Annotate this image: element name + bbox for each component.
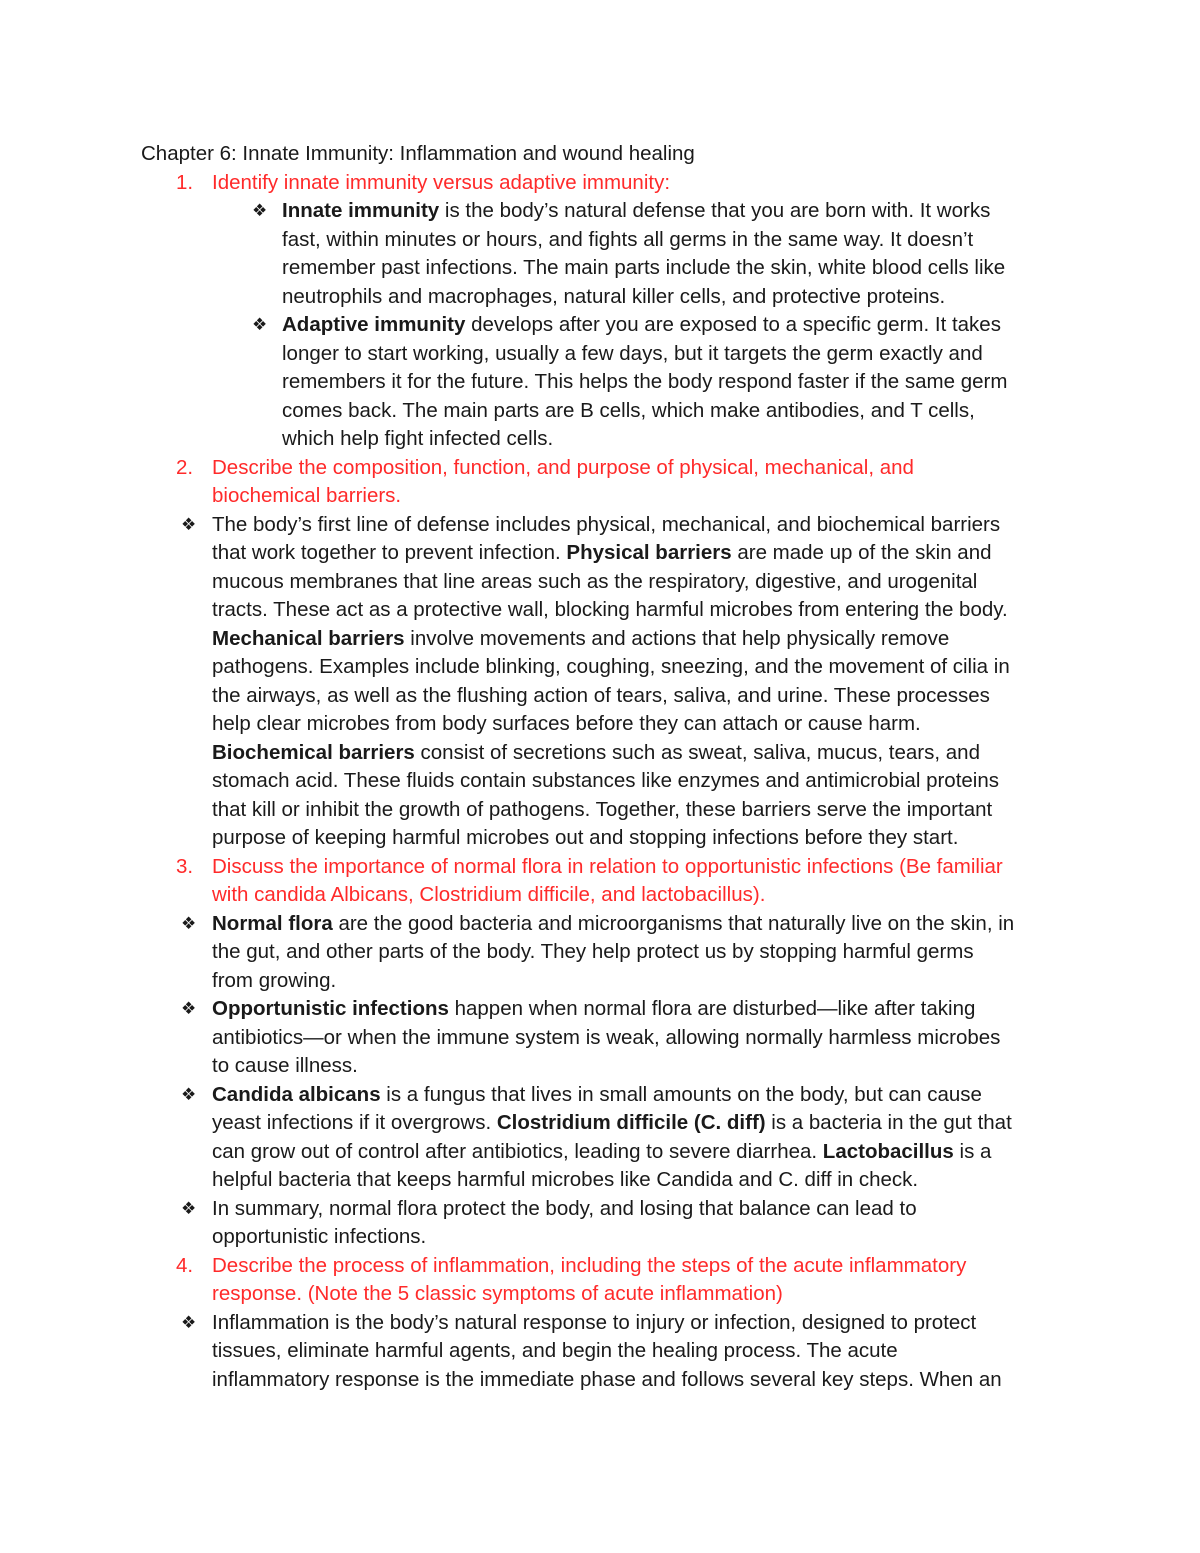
c-diff-term: Clostridium difficile (C. diff) [496,1111,766,1134]
diamond-bullet-icon: ❖ [181,999,197,1018]
lactobacillus-term: Lactobacillus [822,1139,954,1163]
diamond-bullet-icon: ❖ [181,1084,197,1104]
question-3-number: 3. [176,854,194,878]
physical-barriers-term: Physical barriers [566,541,732,564]
question-1 [141,169,1066,198]
question-1-text: Identify innate immunity versus adaptive immunity: [212,170,671,194]
question-2: 2. Describe the composition, function, and purpose of physical, mechanical, and biochemical barriers. [176,455,914,507]
question-4: 4. Describe the process of inflammation, including the steps of the acute inflammatory response. (Note the 5 classic symptoms of acute inflammation) [176,1253,967,1305]
question-1-number: 1. [176,170,194,194]
adaptive-immunity-bullet: ❖ Adaptive immunity develops after you are exposed to a specific germ. It takes longer to start working, usually a few days, but it targets the germ exactly and remembers it for the future. This helps the body respond faster if the same germ comes back. The main parts are B cells, which make antibodies, and T cells, which help fight infected cells. [252,313,1008,450]
adaptive-immunity-term: Adaptive immunity [282,313,466,336]
inflammation-bullet: ❖ Inflammation is the body’s natural response to injury or infection, designed to protect tissues, eliminate harmful agents, and begin the healing process. The acute inflammatory response is the immediate phase and follows several key steps. When an [181,1310,1002,1391]
summary-bullet: ❖ In summary, normal flora protect the body, and losing that balance can lead to opportunistic infections. [181,1196,917,1248]
diamond-bullet-icon: ❖ [181,1198,197,1218]
innate-immunity-term: Innate immunity [282,199,440,222]
candida-albicans-term: Candida albicans [212,1082,381,1106]
diamond-bullet-icon: ❖ [181,913,197,933]
document-body [141,140,1066,1394]
normal-flora-bullet: ❖ Normal flora are the good bacteria and microorganisms that naturally live on the skin, in the gut, and other parts of the body. They help protect us by stopping harmful germs from growing. [181,911,1015,992]
opportunistic-infections-bullet: ❖ Opportunistic infections happen when normal flora are disturbed—like after taking antibiotics—or when the immune system is weak, allowing normally harmless microbes to cause illness. [181,997,1001,1077]
diamond-bullet-icon: ❖ [252,201,268,220]
mechanical-barriers-term: Mechanical barriers [212,626,405,650]
diamond-bullet-icon: ❖ [252,315,268,334]
innate-immunity-bullet: ❖ Innate immunity is the body’s natural defense that you are born with. It works fast, within minutes or hours, and fights all germs in the same way. It doesn’t remember past infections. The main parts include the skin, white blood cells like neutrophils and macrophages, natural killer cells, and protective proteins. [252,199,1006,308]
biochemical-barriers-term: Biochemical barriers [212,740,415,764]
microbes-bullet: ❖ Candida albicans is a fungus that lives in small amounts on the body, but can cause yeast infections if it overgrows. Clostridium difficile (C. diff) is a bacteria in the gut that can grow out of control after antibiotics, leading to severe diarrhea. Lactobacillus is a helpful bacteria that keeps harmful microbes like Candida and C. diff in check. [181,1082,1012,1191]
barriers-bullet: ❖ The body’s first line of defense includes physical, mechanical, and biochemical barriers that work together to prevent infection. Physical barriers are made up of the skin and mucous membranes that line areas such as the respiratory, digestive, and urogenital tracts. These act as a protective wall, blocking harmful microbes from entering the body. Mechanical barriers involve movements and actions that help physically remove pathogens. Examples include blinking, coughing, sneezing, and the movement of cilia in the airways, as well as the flushing action of tears, saliva, and urine. These processes help clear microbes from body surfaces before they can attach or cause harm. Biochemical barriers consist of secretions such as sweat, saliva, mucus, tears, and stomach acid. These fluids contain substances like enzymes and antimicrobial proteins that kill or inhibit the growth of pathogens. Together, these barriers serve the important purpose of keeping harmful microbes out and stopping infections before they start. [181,512,1010,849]
diamond-bullet-icon: ❖ [181,1312,197,1332]
normal-flora-term: Normal flora [212,911,333,935]
page-title: Chapter 6: Innate Immunity: Inflammation and wound healing [141,142,695,165]
question-4-number: 4. [176,1253,194,1277]
question-2-number: 2. [176,455,194,479]
opportunistic-infections-term: Opportunistic infections [212,997,449,1020]
diamond-bullet-icon: ❖ [181,514,197,534]
question-3: 3. Discuss the importance of normal flora in relation to opportunistic infections (Be familiar with candida Albicans, Clostridium difficile, and lactobacillus). [176,854,1003,906]
